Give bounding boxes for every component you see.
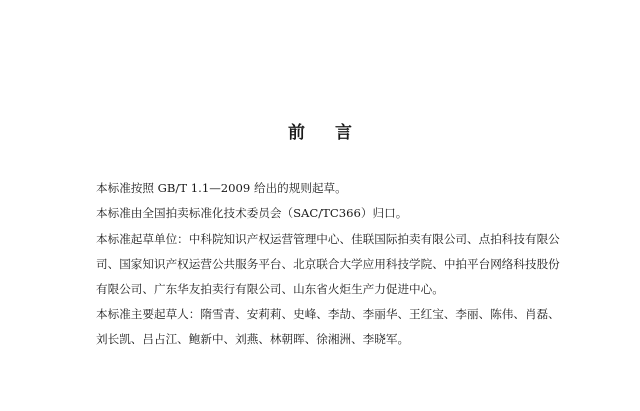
paragraph-drafting-units-line-1: 本标准起草单位：中科院知识产权运营管理中心、佳联国际拍卖有限公司、点拍科技有限公 [96,232,560,246]
paragraph-main-drafters-line-2: 刘长凯、吕占江、鲍新中、刘燕、林朝晖、徐湘洲、李晓军。 [96,332,410,346]
paragraph-drafting-units-line-2: 司、国家知识产权运营公共服务平台、北京联合大学应用科技学院、中拍平台网络科技股份 [96,257,560,271]
page-title: 前 言 [288,123,364,143]
paragraph-drafting-rules: 本标准按照 GB/T 1.1—2009 给出的规则起草。 [96,181,347,195]
paragraph-main-drafters-line-1: 本标准主要起草人：隋雪青、安莉莉、史峰、李劼、李丽华、王红宝、李丽、陈伟、肖磊、 [96,307,560,321]
paragraph-drafting-units-line-3: 有限公司、广东华友拍卖行有限公司、山东省火炬生产力促进中心。 [96,282,444,296]
paragraph-centralized-management: 本标准由全国拍卖标准化技术委员会（SAC/TC366）归口。 [96,206,408,220]
